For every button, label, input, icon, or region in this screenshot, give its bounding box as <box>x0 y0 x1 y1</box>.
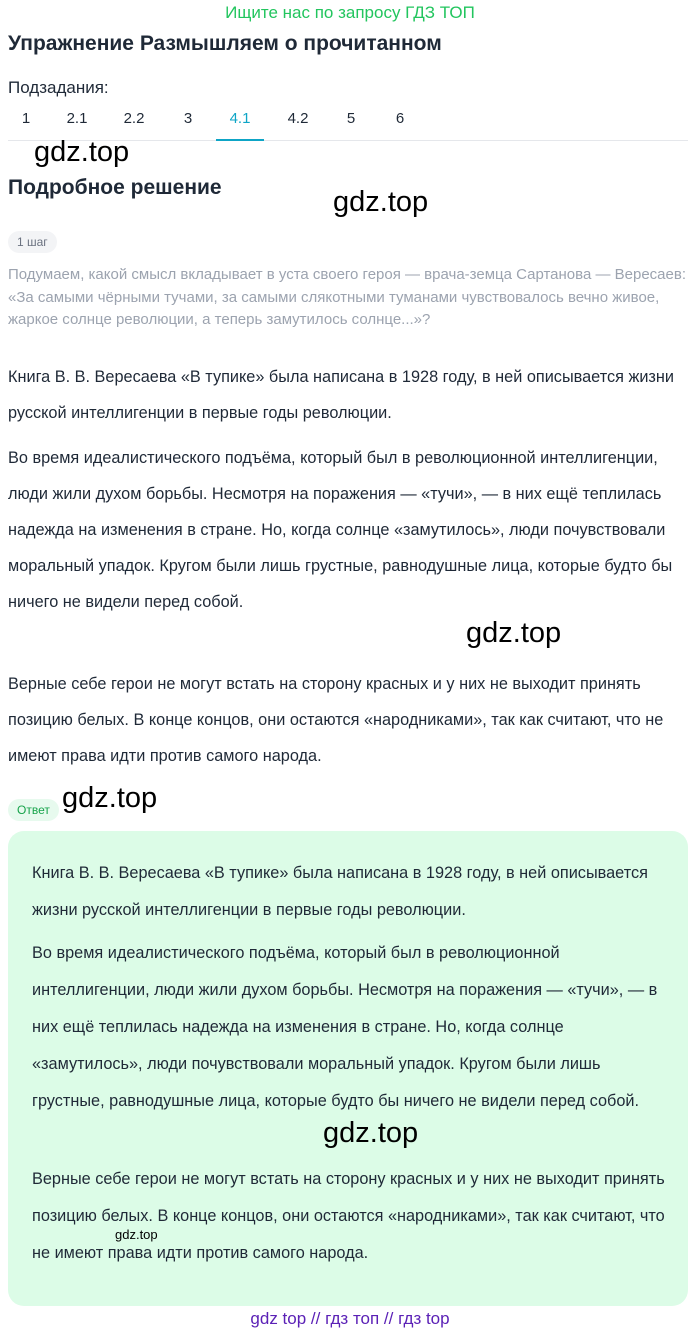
watermark: gdz.top <box>34 136 130 168</box>
answer-badge: Ответ <box>8 799 59 821</box>
solution-paragraph: Во время идеалистического подъёма, который был в революционной интеллигенции, люди жили духом борьбы. Несмотря на поражения — «тучи», — в них ещё теплилась надежда на изменения в стране. Но, когда солнце «замутилось», люди почувствовали моральный упадок. Кругом были лишь грустные, равнодушные лица, которые будто бы ничего не видели перед собой. <box>8 449 673 611</box>
tab-5[interactable]: 5 <box>346 110 356 127</box>
watermark: gdz.top <box>323 1117 419 1149</box>
watermark: gdz.top <box>115 1227 158 1242</box>
watermark: gdz.top <box>333 186 429 218</box>
tab-6[interactable]: 6 <box>395 110 405 127</box>
solution-title: Подробное решение <box>8 176 222 199</box>
page-title: Упражнение Размышляем о прочитанном <box>8 32 442 55</box>
watermark: gdz.top <box>62 782 158 814</box>
subtasks-label: Подзадания: <box>8 78 109 97</box>
search-hint-banner: Ищите нас по запросу ГДЗ ТОП <box>225 3 475 22</box>
tab-2-1[interactable]: 2.1 <box>66 110 88 127</box>
solution-paragraph: Верные себе герои не могут встать на сторону красных и у них не выходит принять позицию белых. В конце концов, они остаются «народниками», так как считают, что не имеют права идти против самого народа. <box>8 675 664 765</box>
tab-1[interactable]: 1 <box>21 110 31 127</box>
tab-2-2[interactable]: 2.2 <box>123 110 145 127</box>
solution-paragraph: Книга В. В. Вересаева «В тупике» была написана в 1928 году, в ней описывается жизни русской интеллигенции в первые годы революции. <box>8 368 674 422</box>
answer-paragraph: Верные себе герои не могут встать на сторону красных и у них не выходит принять позицию белых. В конце концов, они остаются «народниками», так как считают, что не имеют права идти против самого народа. <box>32 1170 665 1262</box>
answer-paragraph: Во время идеалистического подъёма, который был в революционной интеллигенции, люди жили духом борьбы. Несмотря на поражения — «тучи», — в них ещё теплилась надежда на изменения в стране. Но, когда солнце «замутилось», люди почувствовали моральный упадок. Кругом были лишь грустные, равнодушные лица, которые будто бы ничего не видели перед собой. <box>32 944 658 1110</box>
question-text: Подумаем, какой смысл вкладывает в уста своего героя — врача-земца Сартанова — Вересаев: «За самыми чёрными тучами, за самыми слякотными туманами чувствовалось вечно живое, жаркое солнце революции, а теперь замутилось солнце...»? <box>8 266 686 328</box>
footer-links[interactable]: gdz top // гдз топ // гдз top <box>250 1309 450 1328</box>
tab-3[interactable]: 3 <box>183 110 193 127</box>
tab-4-1[interactable]: 4.1 <box>216 110 264 141</box>
answer-paragraph: Книга В. В. Вересаева «В тупике» была написана в 1928 году, в ней описывается жизни русской интеллигенции в первые годы революции. <box>32 864 648 919</box>
watermark: gdz.top <box>466 617 562 649</box>
step-badge: 1 шаг <box>8 231 57 253</box>
tab-4-2[interactable]: 4.2 <box>287 110 309 127</box>
